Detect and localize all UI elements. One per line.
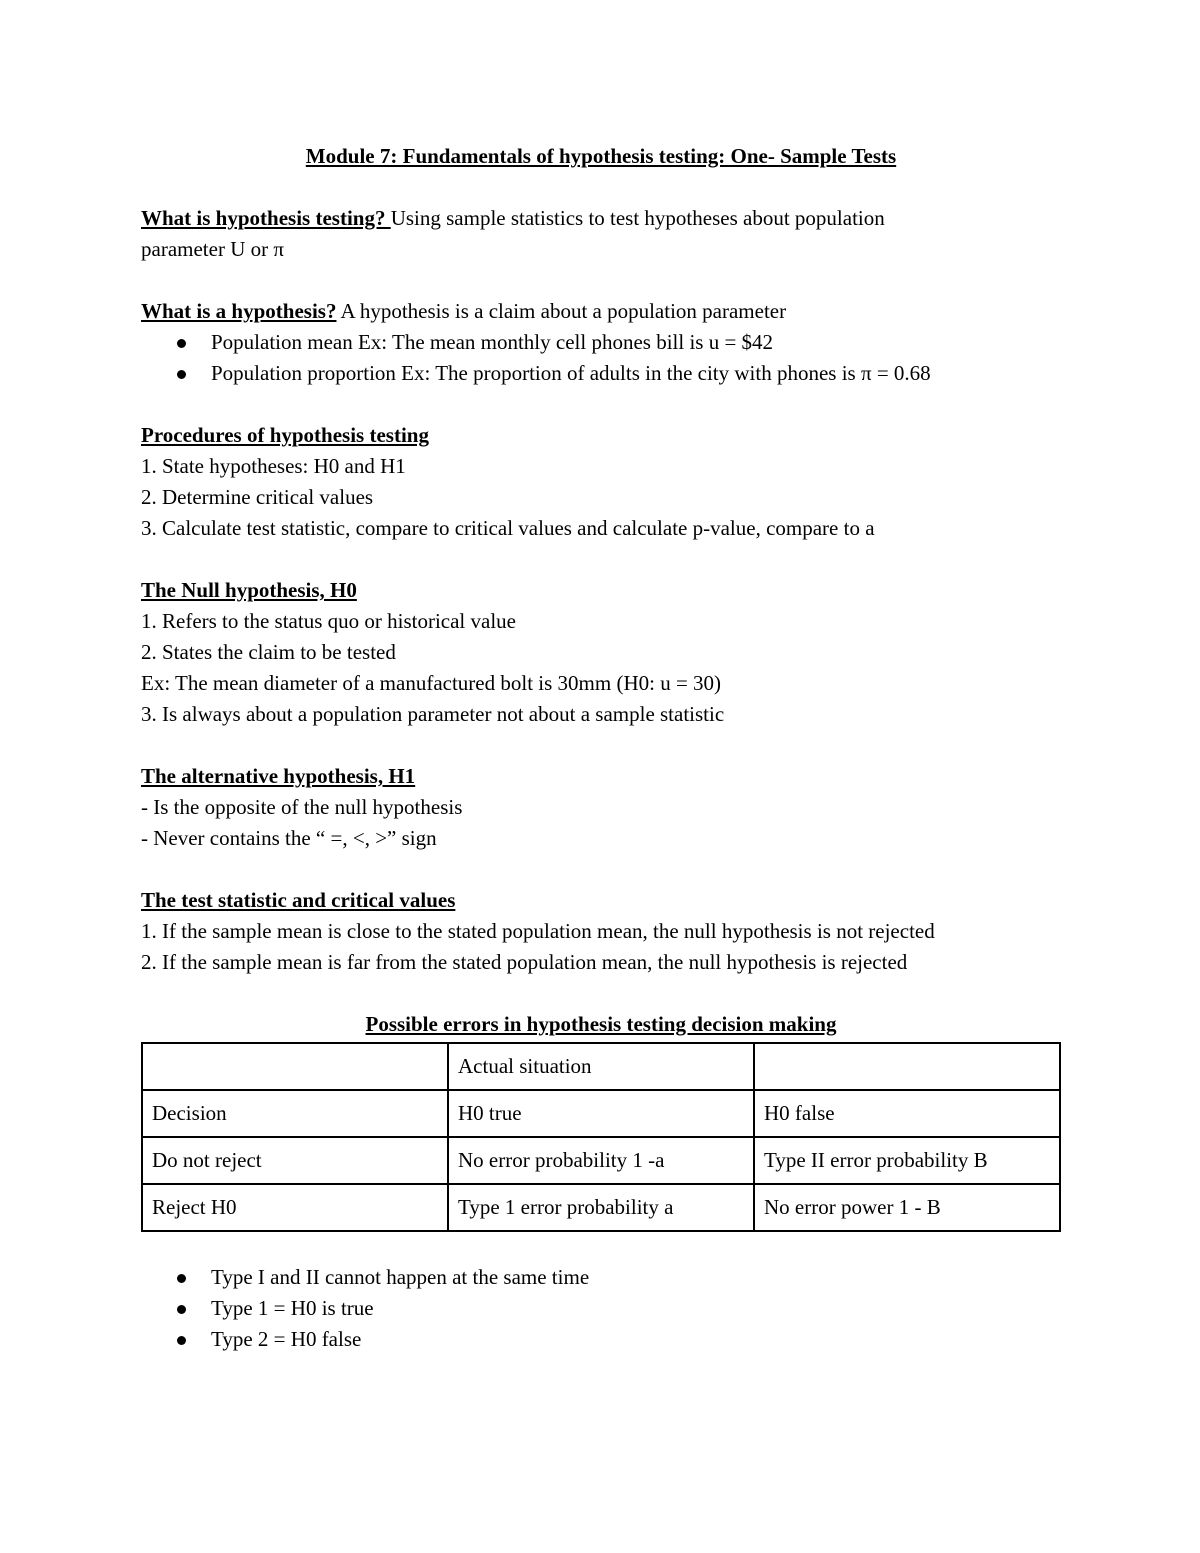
page-title: Module 7: Fundamentals of hypothesis testing: One- Sample Tests bbox=[305, 144, 897, 168]
list-item-text: Population proportion Ex: The proportion of adults in the city with phones is π = 0.68 bbox=[211, 361, 931, 385]
list-item bbox=[141, 1262, 1061, 1293]
what-is-testing-line bbox=[141, 203, 1061, 234]
table-cell: No error power 1 - B bbox=[754, 1184, 1060, 1231]
spacer bbox=[141, 544, 1061, 575]
procedures-item: 2. Determine critical values bbox=[141, 485, 374, 509]
null-hypothesis-item: Ex: The mean diameter of a manufactured bolt is 30mm (H0: u = 30) bbox=[141, 671, 722, 695]
test-statistic-item: 1. If the sample mean is close to the stated population mean, the null hypothesis is not rejected bbox=[141, 919, 935, 943]
what-is-hypothesis-heading: What is a hypothesis? bbox=[141, 299, 337, 323]
list-item-text: Type 1 = H0 is true bbox=[211, 1296, 374, 1320]
procedures-item: 1. State hypotheses: H0 and H1 bbox=[141, 454, 406, 478]
list-item-text: Type I and II cannot happen at the same time bbox=[211, 1265, 590, 1289]
table-cell bbox=[754, 1043, 1060, 1090]
null-hypothesis-item: 1. Refers to the status quo or historical value bbox=[141, 609, 516, 633]
table-cell: H0 false bbox=[754, 1090, 1060, 1137]
null-hypothesis-heading: The Null hypothesis, H0 bbox=[141, 578, 357, 602]
spacer bbox=[141, 854, 1061, 885]
table-cell: H0 true bbox=[448, 1090, 754, 1137]
alternative-hypothesis-item: - Is the opposite of the null hypothesis bbox=[141, 795, 463, 819]
null-hypothesis-item: 3. Is always about a population parameter not about a sample statistic bbox=[141, 702, 725, 726]
spacer bbox=[141, 730, 1061, 761]
table-row bbox=[142, 1043, 1060, 1090]
bullet-icon bbox=[177, 339, 186, 348]
errors-table-title: Possible errors in hypothesis testing decision making bbox=[365, 1012, 837, 1036]
what-is-testing-heading: What is hypothesis testing? bbox=[141, 206, 391, 230]
closing-bullets-list bbox=[141, 1262, 1061, 1355]
list-item bbox=[141, 327, 1061, 358]
procedures-heading: Procedures of hypothesis testing bbox=[141, 423, 429, 447]
list-item-text: Type 2 = H0 false bbox=[211, 1327, 362, 1351]
table-cell: No error probability 1 -a bbox=[448, 1137, 754, 1184]
list-item bbox=[141, 358, 1061, 389]
what-is-testing-text-continued: parameter U or π bbox=[141, 237, 284, 261]
bullet-icon bbox=[177, 1305, 186, 1314]
hypothesis-examples-list bbox=[141, 327, 1061, 389]
table-cell: Reject H0 bbox=[142, 1184, 448, 1231]
spacer bbox=[141, 978, 1061, 1009]
spacer bbox=[141, 265, 1061, 296]
alternative-hypothesis-item: - Never contains the “ =, <, >” sign bbox=[141, 826, 437, 850]
table-row bbox=[142, 1137, 1060, 1184]
document-page bbox=[141, 141, 1061, 1355]
bullet-icon bbox=[177, 1336, 186, 1345]
table-cell: Actual situation bbox=[448, 1043, 754, 1090]
null-hypothesis-item: 2. States the claim to be tested bbox=[141, 640, 396, 664]
bullet-icon bbox=[177, 1274, 186, 1283]
spacer bbox=[141, 1232, 1061, 1262]
test-statistic-item: 2. If the sample mean is far from the stated population mean, the null hypothesis is rejected bbox=[141, 950, 908, 974]
table-cell: Type II error probability B bbox=[754, 1137, 1060, 1184]
spacer bbox=[141, 172, 1061, 203]
what-is-hypothesis-line bbox=[141, 296, 1061, 327]
errors-table bbox=[141, 1042, 1061, 1232]
table-cell: Type 1 error probability a bbox=[448, 1184, 754, 1231]
bullet-icon bbox=[177, 370, 186, 379]
table-cell bbox=[142, 1043, 448, 1090]
alternative-hypothesis-heading: The alternative hypothesis, H1 bbox=[141, 764, 416, 788]
what-is-testing-text: Using sample statistics to test hypotheses about population bbox=[390, 206, 885, 230]
table-cell: Do not reject bbox=[142, 1137, 448, 1184]
table-cell: Decision bbox=[142, 1090, 448, 1137]
table-row bbox=[142, 1090, 1060, 1137]
list-item-text: Population mean Ex: The mean monthly cell phones bill is u = $42 bbox=[211, 330, 774, 354]
list-item bbox=[141, 1293, 1061, 1324]
spacer bbox=[141, 389, 1061, 420]
table-row bbox=[142, 1184, 1060, 1231]
test-statistic-heading: The test statistic and critical values bbox=[141, 888, 456, 912]
list-item bbox=[141, 1324, 1061, 1355]
procedures-item: 3. Calculate test statistic, compare to critical values and calculate p-value, compare to a bbox=[141, 516, 875, 540]
what-is-hypothesis-text: A hypothesis is a claim about a population parameter bbox=[336, 299, 787, 323]
